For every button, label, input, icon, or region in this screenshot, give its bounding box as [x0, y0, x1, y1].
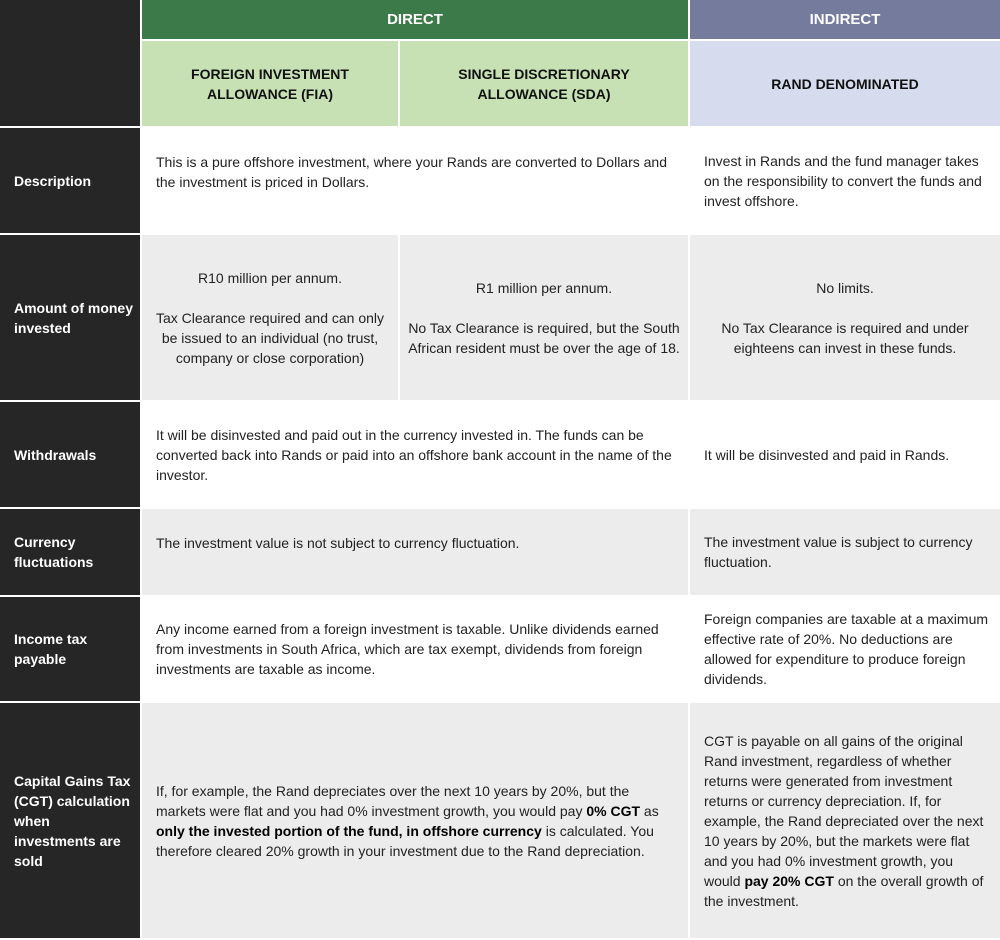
row-label-description	[0, 128, 140, 233]
cgt-indirect-bold-rate: pay 20% CGT	[744, 872, 834, 889]
row-label-withdrawals	[0, 402, 140, 507]
cgt-direct	[142, 703, 688, 938]
withdrawals-direct	[142, 402, 688, 507]
header-rand-label: RAND DENOMINATED	[771, 75, 919, 92]
cgt-direct-text	[156, 781, 678, 861]
cgt-indirect	[690, 703, 1000, 938]
income-tax-indirect	[690, 597, 1000, 701]
description-indirect-text: Invest in Rands and the fund manager takes on the responsibility to convert the funds and invest offshore.	[704, 152, 982, 209]
withdrawals-indirect-text: It will be disinvested and paid in Rands.	[704, 446, 950, 463]
cgt-indirect-text	[704, 731, 990, 911]
cgt-direct-bold-basis: only the invested portion of the fund, in offshore currency	[156, 822, 542, 839]
income-tax-direct	[142, 597, 688, 701]
row-label-cgt	[0, 703, 140, 938]
row-label-currency-text: Currency fluctuations	[14, 534, 94, 570]
row-label-description-text: Description	[14, 172, 92, 189]
row-label-amount-text: Amount of money invested	[14, 299, 133, 336]
cgt-indirect-part-2: on the overall growth of the investment.	[704, 872, 984, 909]
currency-direct-text: The investment value is not subject to currency fluctuation.	[156, 535, 520, 551]
header-sda	[398, 41, 688, 126]
cgt-direct-part-3: is calculated. You therefore cleared 20% growth in your investment due to the Rand depreciation.	[156, 822, 654, 859]
header-direct-label: DIRECT	[387, 10, 443, 28]
income-tax-indirect-text: Foreign companies are taxable at a maximum effective rate of 20%. No deductions are allowed for expenditure to produce foreign dividends.	[704, 611, 989, 687]
description-indirect	[690, 128, 1000, 233]
income-tax-direct-text: Any income earned from a foreign investment is taxable. Unlike dividends earned from investments in South Africa, which are tax exempt, dividends from foreign investments are taxable as income.	[156, 621, 659, 677]
currency-indirect-text: The investment value is subject to currency fluctuation.	[704, 534, 973, 570]
header-direct	[142, 0, 688, 39]
description-direct-text: This is a pure offshore investment, where your Rands are converted to Dollars and the investment is priced in Dollars.	[156, 153, 667, 190]
withdrawals-direct-text: It will be disinvested and paid out in the currency invested in. The funds can be converted back into Rands or paid into an offshore bank account in the name of the investor.	[156, 426, 672, 483]
row-label-amount	[0, 235, 140, 400]
amount-sda-note: No Tax Clearance is required, but the South African resident must be over the age of 18.	[408, 319, 680, 356]
row-label-cgt-text: Capital Gains Tax (CGT) calculation when investments are sold	[14, 772, 131, 869]
cgt-direct-part-2: as	[640, 802, 659, 819]
header-indirect	[690, 0, 1000, 39]
withdrawals-indirect	[690, 402, 1000, 507]
amount-sda	[398, 235, 688, 400]
description-direct	[142, 128, 688, 233]
cgt-direct-part-1: If, for example, the Rand depreciates over the next 10 years by 20%, but the markets were flat and you had 0% investment growth, you would pay	[156, 782, 630, 819]
row-label-income-tax-text: Income tax payable	[14, 631, 88, 667]
amount-fia	[142, 235, 398, 400]
header-indirect-label: INDIRECT	[809, 10, 881, 28]
amount-fia-note: Tax Clearance required and can only be issued to an individual (no trust, company or close corporation)	[155, 309, 385, 366]
header-fia-label: FOREIGN INVESTMENT ALLOWANCE (FIA)	[191, 65, 349, 102]
amount-sda-limit: R1 million per annum.	[475, 279, 613, 296]
amount-fia-limit: R10 million per annum.	[198, 269, 342, 286]
currency-indirect	[690, 509, 1000, 595]
cgt-direct-bold-rate: 0% CGT	[586, 802, 641, 819]
header-rand-denominated	[690, 41, 1000, 126]
amount-indirect-limit: No limits.	[816, 279, 874, 296]
header-sda-label: SINGLE DISCRETIONARY ALLOWANCE (SDA)	[458, 65, 630, 102]
amount-indirect	[690, 235, 1000, 400]
currency-direct	[142, 509, 688, 595]
row-label-currency	[0, 509, 140, 595]
row-label-income-tax	[0, 597, 140, 701]
amount-indirect-note: No Tax Clearance is required and under eighteens can invest in these funds.	[721, 319, 969, 356]
header-fia	[142, 41, 398, 126]
table-corner	[0, 0, 140, 126]
cgt-indirect-part-1: CGT is payable on all gains of the original Rand investment, regardless of whether returns were generated from investment returns or currency depreciation. If, for example, the Rand depreciated over the next 10 years by 20%, but the markets were flat and you had 0% investment growth, you would	[704, 732, 984, 889]
row-label-withdrawals-text: Withdrawals	[14, 446, 97, 463]
